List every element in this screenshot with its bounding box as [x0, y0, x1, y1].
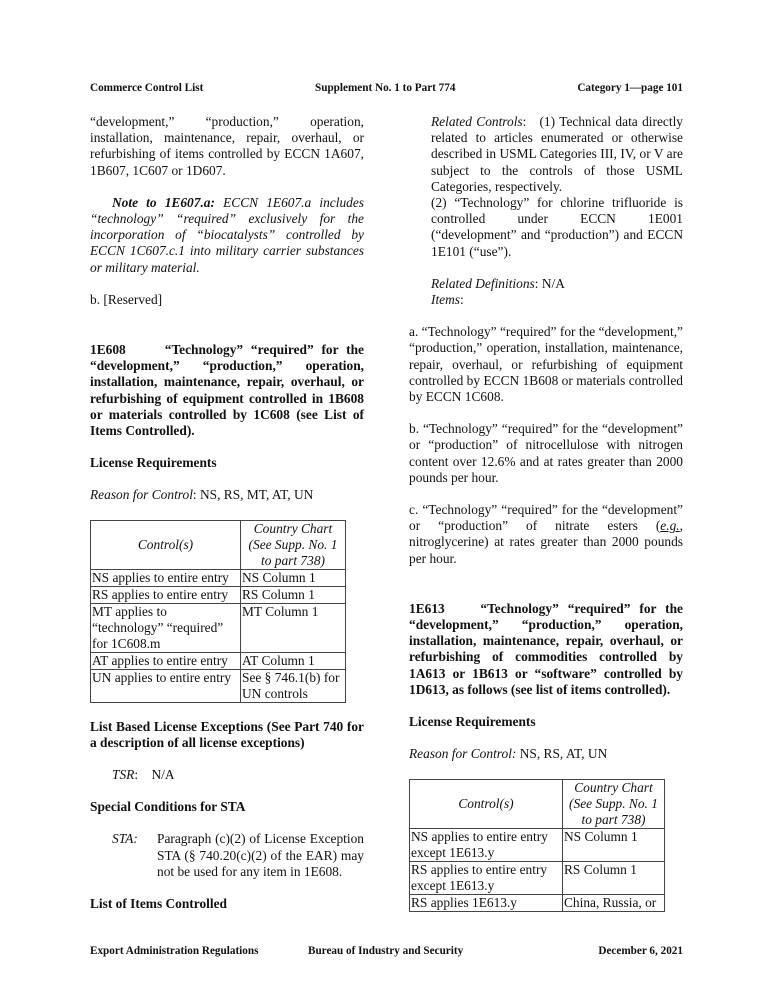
sta-heading: Special Conditions for STA	[90, 799, 246, 815]
table-row: MT applies to “technology” “required” for 1C608.m MT Column 1	[91, 603, 346, 652]
tsr-line: TSR: N/A	[112, 767, 175, 783]
header-left: Commerce Control List	[90, 82, 204, 94]
eccn-1e608-heading: 1E608 “Technology” “required” for the “development,” “production,” operation, installation, maintenance, repair, overhaul, or refurbishing of equipment controlled in 1B608 or materials controlled by 1C608 (see List of Items Controlled).	[90, 342, 364, 439]
table-row: UN applies to entire entry See § 746.1(b) for UN controls	[91, 669, 346, 702]
list-items-heading: List of Items Controlled	[90, 896, 227, 912]
note-1e607a	[90, 195, 364, 276]
footer-left: Export Administration Regulations	[90, 945, 259, 957]
note-text: ECCN 1E607.a includes “technology” “required” exclusively for the incorporation of “biocatalysts” controlled by ECCN 1C607.c.1 into military carrier substances or military material.	[90, 194, 364, 275]
reserved-item: b. [Reserved]	[90, 291, 163, 307]
related-controls-1: Related Controls: (1) Technical data directly related to articles enumerated or otherwise described in USML Categories III, IV, or V are subject to the controls of those USML Categories, respectively.	[431, 114, 683, 194]
table-row: RS applies to entire entry RS Column 1	[91, 586, 346, 603]
table-row: RS applies to entire entry except 1E613.y RS Column 1	[410, 861, 665, 894]
footer-center: Bureau of Industry and Security	[308, 945, 464, 957]
eccn-1e613-heading: 1E613 “Technology” “required” for the “development,” “production,” operation, installation, maintenance, repair, overhaul, or refurbishing of commodities controlled by 1A613 or 1B613 or “software” controlled by 1D613, as follows (see list of items controlled).	[409, 600, 683, 697]
license-requirements-heading: License Requirements	[90, 455, 217, 471]
table-row: RS applies 1E613.y China, Russia, or	[410, 894, 665, 911]
item-c: c. “Technology” “required” for the “development” or “production” of nitrate esters (e.g., nitroglycerine) at rates greater than 2000 pounds per hour.	[409, 502, 683, 566]
reason-for-control: Reason for Control: NS, RS, MT, AT, UN	[90, 487, 314, 503]
related-section	[409, 114, 683, 308]
footer-right: December 6, 2021	[598, 945, 683, 957]
table-row: NS applies to entire entry except 1E613.y NS Column 1	[410, 828, 665, 861]
header-right: Category 1—page 101	[577, 82, 683, 94]
right-column	[409, 114, 683, 912]
item-a: a. “Technology” “required” for the “development,” “production,” operation, installation, maintenance, repair, overhaul, or refurbishing of equipment controlled by ECCN 1B608 or materials controlled by ECCN 1C608.	[409, 324, 683, 405]
note-label: Note to 1E607.a:	[112, 194, 215, 210]
left-column	[90, 114, 364, 912]
table-header: Control(s)	[410, 779, 563, 828]
table-header: Country Chart (See Supp. No. 1 to part 738)	[563, 779, 665, 828]
table-row: AT applies to entire entry AT Column 1	[91, 652, 346, 669]
license-table-1e613	[409, 779, 665, 912]
continued-paragraph: “development,” “production,” operation, installation, maintenance, repair, overhaul, or refurbishing of items controlled by ECCN 1A607, 1B607, 1C607 or 1D607.	[90, 114, 364, 178]
sta-paragraph: STA: Paragraph (c)(2) of License Exception STA (§ 740.20(c)(2) of the EAR) may not be used for any item in 1E608.	[112, 831, 364, 879]
related-definitions: Related Definitions: N/A	[431, 275, 565, 291]
license-table-1e608	[90, 520, 346, 703]
items-label: Items:	[431, 292, 464, 308]
table-row: NS applies to entire entry NS Column 1	[91, 569, 346, 586]
lble-heading: List Based License Exceptions (See Part 740 for a description of all license exceptions)	[90, 718, 364, 750]
reason-for-control: Reason for Control: NS, RS, AT, UN	[409, 746, 608, 762]
header-center: Supplement No. 1 to Part 774	[315, 82, 456, 94]
table-header: Control(s)	[91, 520, 241, 569]
license-requirements-heading: License Requirements	[409, 714, 536, 730]
related-controls-2: (2) “Technology” for chlorine trifluoride is controlled under ECCN 1E001 (“development” and “production”) and ECCN 1E101 (“use”).	[431, 195, 683, 259]
item-b: b. “Technology” “required” for the “development” or “production” of nitrocellulose with nitrogen content over 12.6% and at rates greater than 2000 pounds per hour.	[409, 421, 683, 485]
table-header: Country Chart (See Supp. No. 1 to part 738)	[241, 520, 346, 569]
